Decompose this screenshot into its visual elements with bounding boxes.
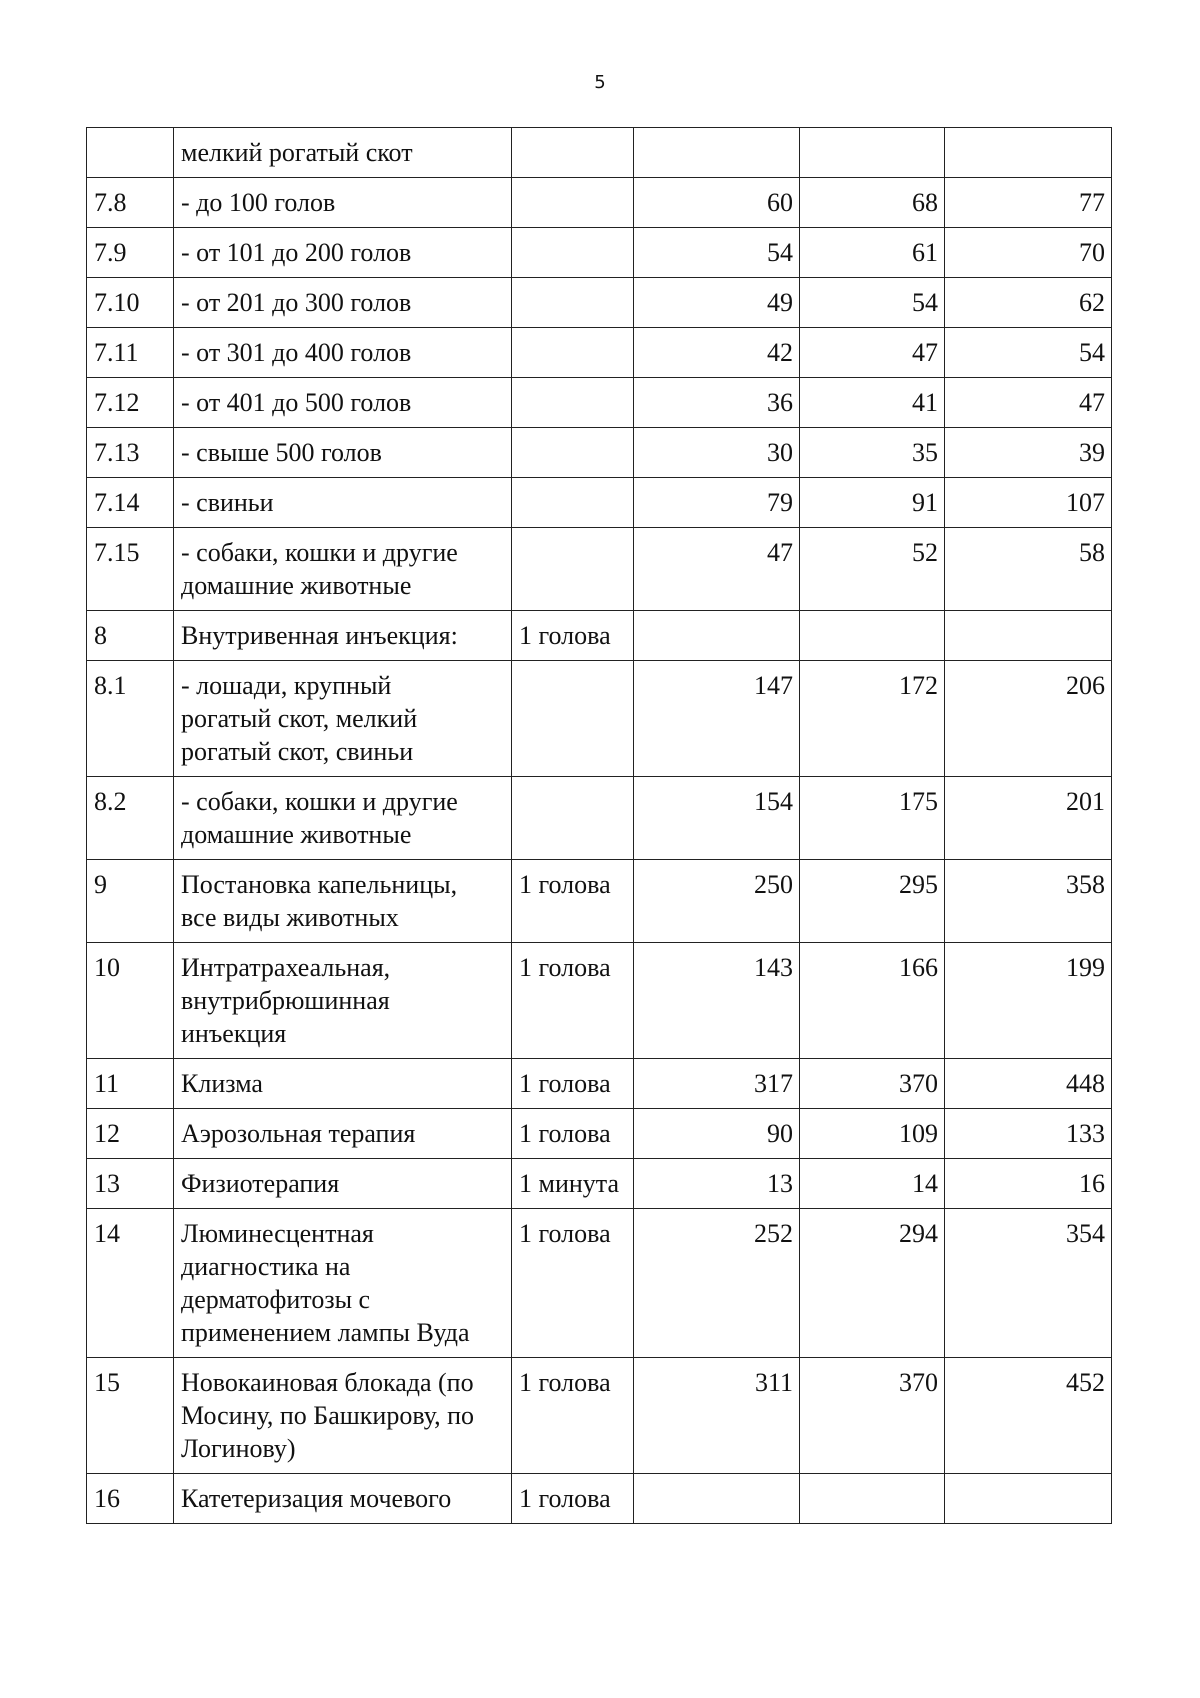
price-2: 41	[800, 378, 945, 428]
price-1: 143	[634, 943, 800, 1059]
price-3: 206	[945, 661, 1112, 777]
price-1: 42	[634, 328, 800, 378]
price-1: 147	[634, 661, 800, 777]
item-unit	[512, 228, 634, 278]
table-row	[87, 128, 1112, 178]
price-2: 47	[800, 328, 945, 378]
item-name: Постановка капельницы, все виды животных	[174, 860, 512, 943]
table-row	[87, 1209, 1112, 1358]
item-name: Клизма	[174, 1059, 512, 1109]
price-3: 107	[945, 478, 1112, 528]
item-unit	[512, 528, 634, 611]
price-2: 54	[800, 278, 945, 328]
item-unit	[512, 378, 634, 428]
item-code: 7.14	[87, 478, 174, 528]
price-1: 311	[634, 1358, 800, 1474]
price-1: 54	[634, 228, 800, 278]
table-row	[87, 428, 1112, 478]
price-3	[945, 128, 1112, 178]
item-name: Аэрозольная терапия	[174, 1109, 512, 1159]
table-row	[87, 611, 1112, 661]
item-name: - собаки, кошки и другие домашние животные	[174, 777, 512, 860]
price-3: 70	[945, 228, 1112, 278]
item-name: Физиотерапия	[174, 1159, 512, 1209]
price-3: 77	[945, 178, 1112, 228]
price-3	[945, 611, 1112, 661]
item-code: 7.15	[87, 528, 174, 611]
price-2: 166	[800, 943, 945, 1059]
item-code: 7.12	[87, 378, 174, 428]
price-3: 62	[945, 278, 1112, 328]
item-unit: 1 голова	[512, 1109, 634, 1159]
price-3: 133	[945, 1109, 1112, 1159]
price-3: 58	[945, 528, 1112, 611]
price-3	[945, 1474, 1112, 1524]
item-unit: 1 голова	[512, 1358, 634, 1474]
price-1: 60	[634, 178, 800, 228]
item-unit: 1 минута	[512, 1159, 634, 1209]
price-1: 30	[634, 428, 800, 478]
table-row	[87, 1358, 1112, 1474]
item-unit	[512, 428, 634, 478]
price-1	[634, 128, 800, 178]
price-2: 172	[800, 661, 945, 777]
item-name: - от 301 до 400 голов	[174, 328, 512, 378]
price-2: 295	[800, 860, 945, 943]
price-2	[800, 611, 945, 661]
item-unit	[512, 328, 634, 378]
table-row	[87, 478, 1112, 528]
item-code: 8	[87, 611, 174, 661]
item-name: - от 201 до 300 голов	[174, 278, 512, 328]
price-2: 370	[800, 1358, 945, 1474]
item-unit	[512, 128, 634, 178]
price-3: 16	[945, 1159, 1112, 1209]
price-2: 61	[800, 228, 945, 278]
price-2: 91	[800, 478, 945, 528]
table-row	[87, 328, 1112, 378]
price-1: 252	[634, 1209, 800, 1358]
item-name: Люминесцентная диагностика на дерматофитозы с применением лампы Вуда	[174, 1209, 512, 1358]
price-3: 358	[945, 860, 1112, 943]
price-1	[634, 1474, 800, 1524]
table-row	[87, 228, 1112, 278]
price-2: 35	[800, 428, 945, 478]
table-row	[87, 1059, 1112, 1109]
table-row	[87, 528, 1112, 611]
item-unit: 1 голова	[512, 1474, 634, 1524]
price-table	[86, 127, 1112, 1524]
price-2: 175	[800, 777, 945, 860]
item-name: Катетеризация мочевого	[174, 1474, 512, 1524]
table-row	[87, 378, 1112, 428]
price-3: 452	[945, 1358, 1112, 1474]
price-2	[800, 1474, 945, 1524]
table-row	[87, 777, 1112, 860]
item-name: - лошади, крупный рогатый скот, мелкий рогатый скот, свиньи	[174, 661, 512, 777]
item-code: 16	[87, 1474, 174, 1524]
item-code: 15	[87, 1358, 174, 1474]
table-row	[87, 943, 1112, 1059]
price-3: 39	[945, 428, 1112, 478]
item-name: Интратрахеальная, внутрибрюшинная инъекция	[174, 943, 512, 1059]
price-1: 154	[634, 777, 800, 860]
price-1: 13	[634, 1159, 800, 1209]
item-code: 9	[87, 860, 174, 943]
item-name: Внутривенная инъекция:	[174, 611, 512, 661]
item-code: 7.8	[87, 178, 174, 228]
price-3: 201	[945, 777, 1112, 860]
price-table-body	[87, 128, 1112, 1524]
item-unit	[512, 777, 634, 860]
price-1: 79	[634, 478, 800, 528]
item-code: 7.11	[87, 328, 174, 378]
price-2: 109	[800, 1109, 945, 1159]
table-row	[87, 1159, 1112, 1209]
item-unit: 1 голова	[512, 1059, 634, 1109]
table-row	[87, 661, 1112, 777]
item-unit: 1 голова	[512, 611, 634, 661]
item-unit	[512, 661, 634, 777]
price-3: 448	[945, 1059, 1112, 1109]
price-1: 250	[634, 860, 800, 943]
item-code: 7.10	[87, 278, 174, 328]
item-name: - до 100 голов	[174, 178, 512, 228]
price-2: 52	[800, 528, 945, 611]
item-unit	[512, 278, 634, 328]
page-number: 5	[594, 72, 606, 93]
price-1: 47	[634, 528, 800, 611]
item-unit: 1 голова	[512, 943, 634, 1059]
item-name: мелкий рогатый скот	[174, 128, 512, 178]
table-row	[87, 178, 1112, 228]
item-code	[87, 128, 174, 178]
price-1: 317	[634, 1059, 800, 1109]
item-unit	[512, 178, 634, 228]
price-1: 90	[634, 1109, 800, 1159]
item-unit: 1 голова	[512, 1209, 634, 1358]
table-row	[87, 1474, 1112, 1524]
price-2: 68	[800, 178, 945, 228]
item-code: 12	[87, 1109, 174, 1159]
item-code: 7.13	[87, 428, 174, 478]
price-1: 36	[634, 378, 800, 428]
item-code: 8.2	[87, 777, 174, 860]
item-code: 13	[87, 1159, 174, 1209]
item-name: - собаки, кошки и другие домашние животные	[174, 528, 512, 611]
price-2	[800, 128, 945, 178]
price-3: 47	[945, 378, 1112, 428]
table-row	[87, 278, 1112, 328]
price-2: 370	[800, 1059, 945, 1109]
price-1: 49	[634, 278, 800, 328]
item-unit: 1 голова	[512, 860, 634, 943]
item-name: Новокаиновая блокада (по Мосину, по Башкирову, по Логинову)	[174, 1358, 512, 1474]
table-row	[87, 1109, 1112, 1159]
table-row	[87, 860, 1112, 943]
item-unit	[512, 478, 634, 528]
item-code: 8.1	[87, 661, 174, 777]
item-name: - от 101 до 200 голов	[174, 228, 512, 278]
item-code: 10	[87, 943, 174, 1059]
price-2: 14	[800, 1159, 945, 1209]
price-3: 54	[945, 328, 1112, 378]
item-name: - свиньи	[174, 478, 512, 528]
item-code: 14	[87, 1209, 174, 1358]
item-code: 7.9	[87, 228, 174, 278]
price-1	[634, 611, 800, 661]
item-name: - от 401 до 500 голов	[174, 378, 512, 428]
item-code: 11	[87, 1059, 174, 1109]
price-3: 199	[945, 943, 1112, 1059]
price-3: 354	[945, 1209, 1112, 1358]
price-2: 294	[800, 1209, 945, 1358]
item-name: - свыше 500 голов	[174, 428, 512, 478]
